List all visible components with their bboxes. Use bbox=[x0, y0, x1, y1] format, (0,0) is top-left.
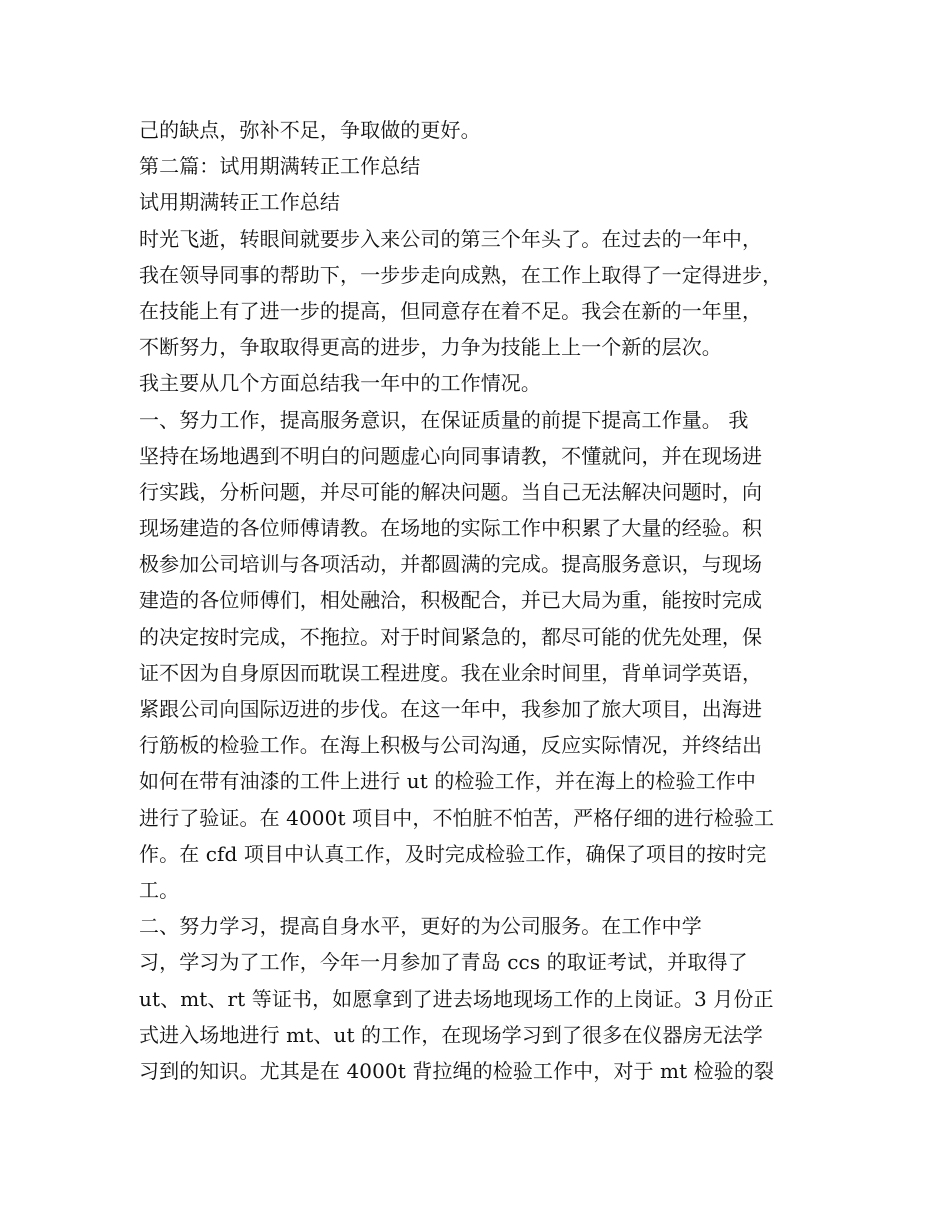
text-line: ut、mt、rt 等证书，如愿拿到了进去场地现场工作的上岗证。3 月份正 bbox=[139, 986, 774, 1011]
text-line: 现场建造的各位师傅请教。在场地的实际工作中积累了大量的经验。积 bbox=[139, 516, 763, 541]
text-line: 一、努力工作，提高服务意识，在保证质量的前提下提高工作量。 我 bbox=[139, 407, 749, 432]
text-line: 紧跟公司向国际迈进的步伐。在这一年中，我参加了旅大项目，出海进 bbox=[139, 697, 763, 721]
section-heading: 第二篇：试用期满转正工作总结 bbox=[139, 154, 421, 179]
text-line: 证不因为自身原因而耽误工程进度。我在业余时间里，背单词学英语， bbox=[139, 660, 763, 685]
text-line: 二、努力学习，提高自身水平，更好的为公司服务。在工作中学 bbox=[139, 914, 702, 939]
text-line: 建造的各位师傅们，相处融洽，积极配合，并已大局为重，能按时完成 bbox=[139, 588, 763, 613]
text-line: 的决定按时完成，不拖拉。对于时间紧急的，都尽可能的优先处理，保 bbox=[139, 624, 763, 649]
text-line: 我在领导同事的帮助下，一步步走向成熟，在工作上取得了一定得进步， bbox=[139, 262, 783, 287]
text-line: 工。 bbox=[139, 877, 180, 902]
document-title: 试用期满转正工作总结 bbox=[139, 190, 340, 215]
text-line: 不断努力，争取取得更高的进步，力争为技能上上一个新的层次。 bbox=[139, 335, 722, 360]
text-line: 我主要从几个方面总结我一年中的工作情况。 bbox=[139, 371, 541, 396]
text-line: 行筋板的检验工作。在海上积极与公司沟通，反应实际情况，并终结出 bbox=[139, 733, 763, 758]
text-line: 坚持在场地遇到不明白的问题虚心向同事请教，不懂就问，并在现场进 bbox=[139, 443, 763, 468]
text-line: 习到的知识。尤其是在 4000t 背拉绳的检验工作中，对于 mt 检验的裂 bbox=[139, 1058, 775, 1083]
text-line: 式进入场地进行 mt、ut 的工作，在现场学习到了很多在仪器房无法学 bbox=[139, 1022, 764, 1047]
text-line: 行实践，分析问题，并尽可能的解决问题。当自己无法解决问题时，向 bbox=[139, 479, 763, 504]
text-line: 在技能上有了进一步的提高，但同意存在着不足。我会在新的一年里， bbox=[139, 298, 763, 323]
text-line: 作。在 cfd 项目中认真工作，及时完成检验工作，确保了项目的按时完 bbox=[139, 841, 767, 866]
text-line: 进行了验证。在 4000t 项目中，不怕脏不怕苦，严格仔细的进行检验工 bbox=[139, 805, 775, 830]
document-body bbox=[139, 112, 839, 1089]
text-line: 时光飞逝，转眼间就要步入来公司的第三个年头了。在过去的一年中， bbox=[139, 226, 763, 251]
text-line: 如何在带有油漆的工件上进行 ut 的检验工作，并在海上的检验工作中 bbox=[139, 769, 756, 794]
text-line: 极参加公司培训与各项活动，并都圆满的完成。提高服务意识，与现场 bbox=[139, 552, 763, 577]
text-line: 习，学习为了工作，今年一月参加了青岛 ccs 的取证考试，并取得了 bbox=[139, 950, 748, 975]
text-line: 己的缺点，弥补不足，争取做的更好。 bbox=[139, 118, 481, 142]
